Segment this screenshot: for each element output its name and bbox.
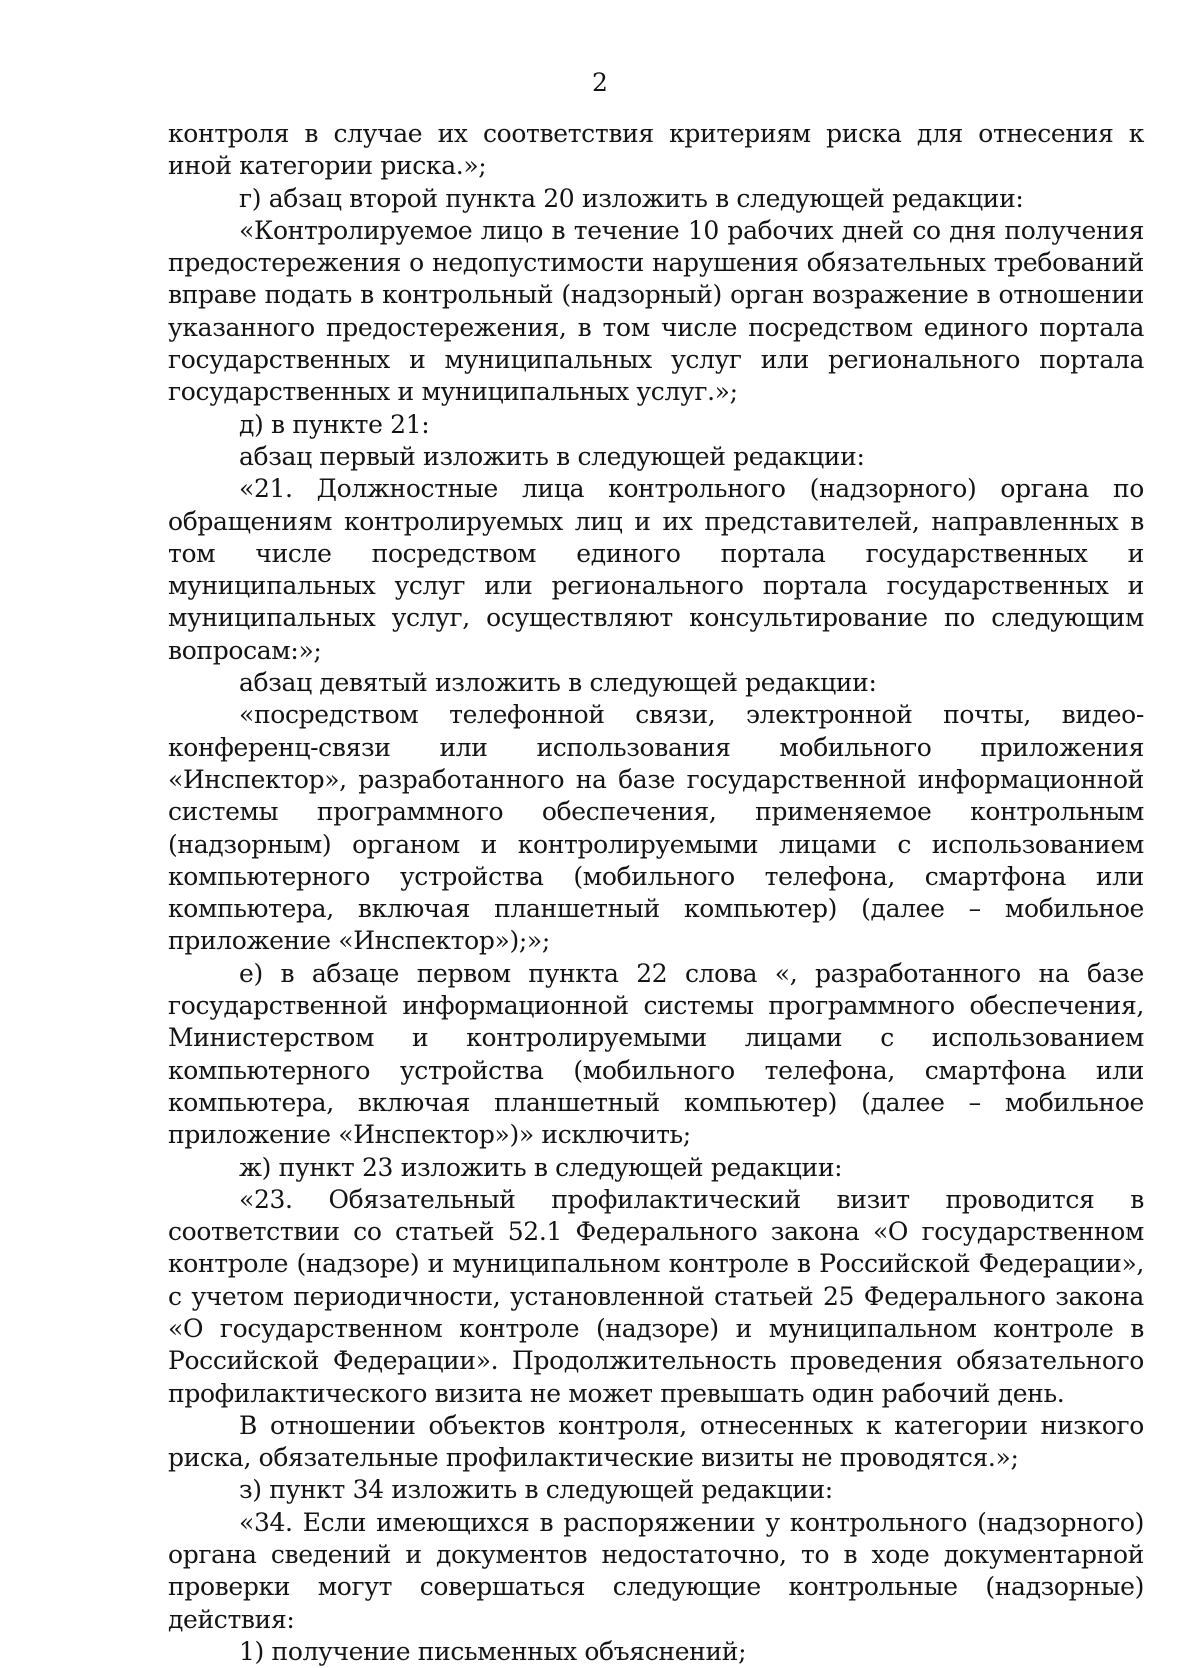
paragraph-quote-point-21: «21. Должностные лица контрольного (надзорного) органа по обращениям контролируемых лиц и их представителей, направленных в том числе посредством единого портала государственных и муниципальных услуг или регионального портала государственных и муниципальных услуг, осуществляют консультирование по следующим вопросам:»; [168, 474, 1144, 665]
paragraph-item-g: г) абзац второй пункта 20 изложить в следующей редакции: [239, 183, 1024, 213]
document-body [168, 118, 1144, 1668]
paragraph-item-d: д) в пункте 21: [239, 409, 430, 439]
paragraph-quote-inspector-app: «посредством телефонной связи, электронной почты, видео-конференц-связи или использования мобильного приложения «Инспектор», разработанного на базе государственной информационной системы программного обеспечения, применяемое контрольным (надзорным) органом и контролируемыми лицами с использованием компьютерного устройства (мобильного телефона, смартфона или компьютера, включая планшетный компьютер) (далее – мобильное приложение «Инспектор»);»; [168, 700, 1144, 956]
paragraph-low-risk: В отношении объектов контроля, отнесенных к категории низкого риска, обязательные профилактические визиты не проводятся.»; [168, 1410, 1144, 1473]
paragraph-item-z: з) пункт 34 изложить в следующей редакции: [239, 1475, 833, 1505]
page-number: 2 [592, 68, 608, 97]
paragraph-item-zh: ж) пункт 23 изложить в следующей редакции: [239, 1152, 843, 1182]
paragraph-quote-point-34: «34. Если имеющихся в распоряжении у контрольного (надзорного) органа сведений и документов недостаточно, то в ходе документарной проверки могут совершаться следующие контрольные (надзорные) действия: [168, 1507, 1144, 1634]
paragraph-quote-point-23: «23. Обязательный профилактический визит проводится в соответствии со статьей 52.1 Федерального закона «О государственном контроле (надзоре) и муниципальном контроле в Российской Федерации», с учетом периодичности, установленной статьей 25 Федерального закона «О государственном контроле (надзоре) и муниципальном контроле в Российской Федерации». Продолжительность проведения обязательного профилактического визита не может превышать один рабочий день. [168, 1184, 1144, 1408]
paragraph-ninth-abzac: абзац девятый изложить в следующей редакции: [239, 668, 877, 698]
paragraph-continuation: контроля в случае их соответствия критериям риска для отнесения к иной категории риска.»; [168, 119, 1144, 181]
paragraph-list-item-1: 1) получение письменных объяснений; [239, 1636, 747, 1666]
paragraph-first-abzac: абзац первый изложить в следующей редакции: [239, 441, 865, 471]
paragraph-quote-point-20: «Контролируемое лицо в течение 10 рабочих дней со дня получения предостережения о недопустимости нарушения обязательных требований вправе подать в контрольный (надзорный) орган возражение в отношении указанного предостережения, в том числе посредством единого портала государственных и муниципальных услуг или регионального портала государственных и муниципальных услуг.»; [168, 215, 1144, 407]
paragraph-item-e: е) в абзаце первом пункта 22 слова «, разработанного на базе государственной информационной системы программного обеспечения, Министерством и контролируемыми лицами с использованием компьютерного устройства (мобильного телефона, смартфона или компьютера, включая планшетный компьютер) (далее – мобильное приложение «Инспектор»)» исключить; [168, 958, 1144, 1150]
